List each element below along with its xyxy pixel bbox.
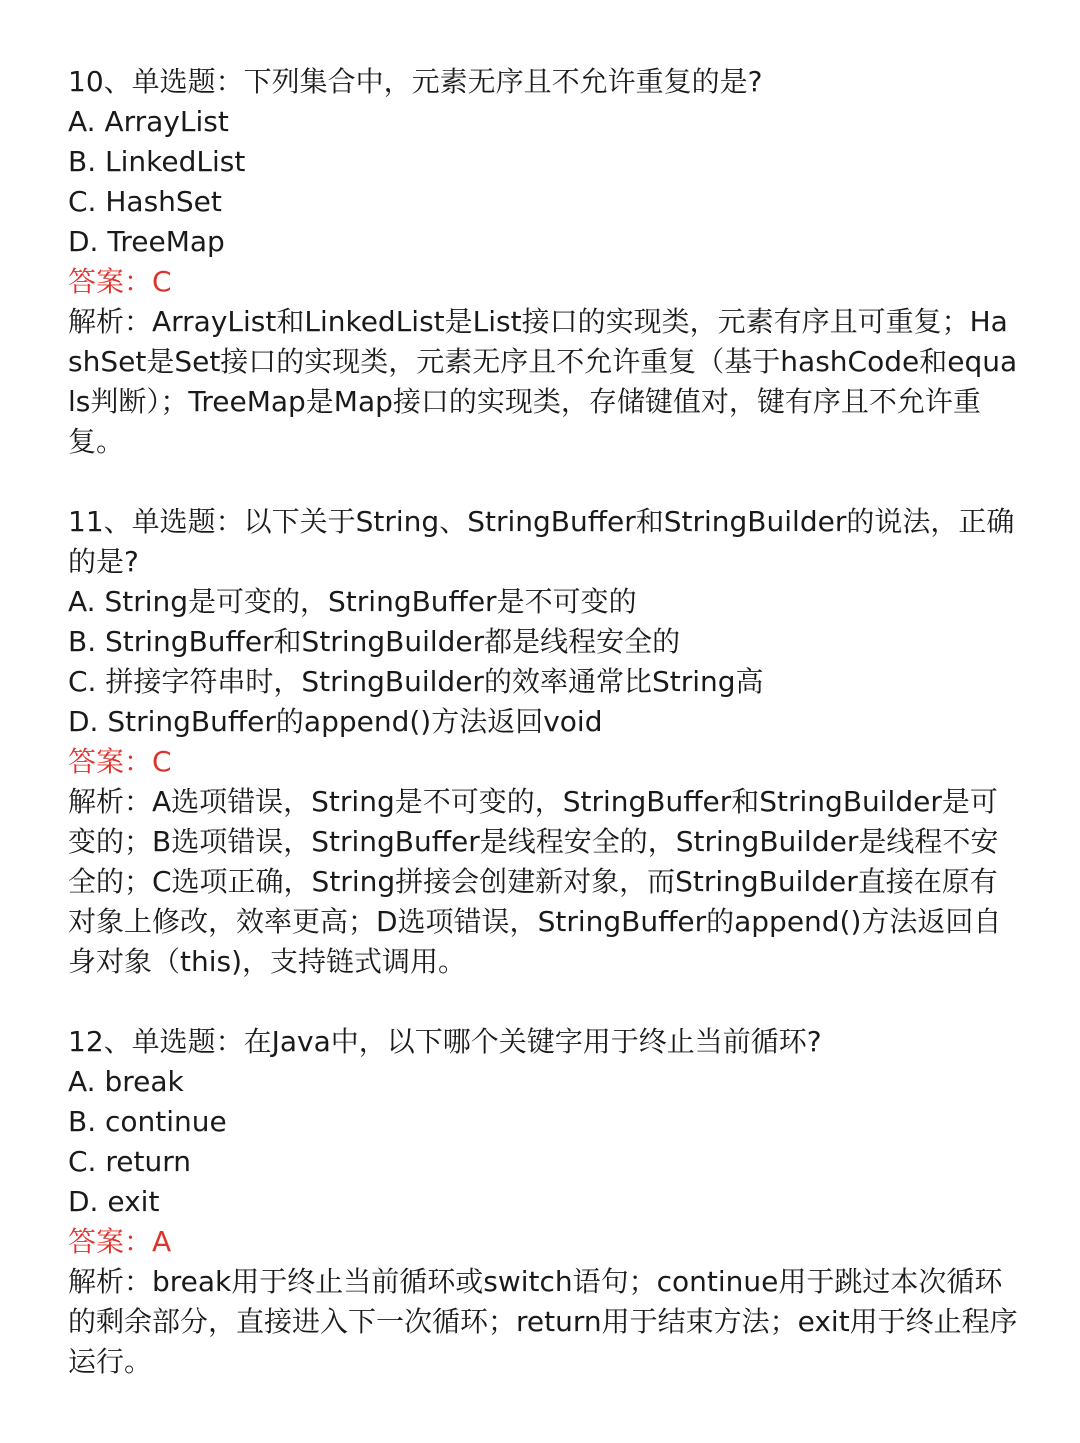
option-b: B. continue <box>68 1105 227 1138</box>
option-a: A. break <box>68 1065 184 1098</box>
question-title: 11、单选题：以下关于String、StringBuffer和StringBuilder的说法，正确的是? <box>68 505 1015 578</box>
option-a: A. String是可变的，StringBuffer是不可变的 <box>68 585 637 618</box>
option-d: D. TreeMap <box>68 225 225 258</box>
question-block <box>68 1022 1018 1382</box>
option-c: C. return <box>68 1145 191 1178</box>
explanation-text: 解析：A选项错误，String是不可变的，StringBuffer和StringBuilder是可变的；B选项错误，StringBuffer是线程安全的，StringBuilder是线程不安全的；C选项正确，String拼接会创建新对象，而StringBuilder直接在原有对象上修改，效率更高；D选项错误，StringBuffer的append()方法返回自身对象（this)，支持链式调用。 <box>68 785 1002 978</box>
option-d: D. exit <box>68 1185 160 1218</box>
question-block <box>68 62 1018 462</box>
question-block <box>68 502 1018 982</box>
question-title: 10、单选题：下列集合中，元素无序且不允许重复的是? <box>68 65 763 98</box>
answer-line: 答案：C <box>68 745 172 778</box>
answer-line: 答案：C <box>68 265 172 298</box>
quiz-page <box>68 62 1018 1382</box>
answer-line: 答案：A <box>68 1225 172 1258</box>
option-c: C. 拼接字符串时，StringBuilder的效率通常比String高 <box>68 665 764 698</box>
option-c: C. HashSet <box>68 185 222 218</box>
explanation-text: 解析：ArrayList和LinkedList是List接口的实现类，元素有序且可重复；HashSet是Set接口的实现类，元素无序且不允许重复（基于hashCode和equals判断）；TreeMap是Map接口的实现类，存储键值对，键有序且不允许重复。 <box>68 305 1018 458</box>
option-a: A. ArrayList <box>68 105 229 138</box>
explanation-text: 解析：break用于终止当前循环或switch语句；continue用于跳过本次循环的剩余部分，直接进入下一次循环；return用于结束方法；exit用于终止程序运行。 <box>68 1265 1018 1378</box>
option-b: B. LinkedList <box>68 145 246 178</box>
option-b: B. StringBuffer和StringBuilder都是线程安全的 <box>68 625 681 658</box>
question-title: 12、单选题：在Java中，以下哪个关键字用于终止当前循环? <box>68 1025 822 1058</box>
option-d: D. StringBuffer的append()方法返回void <box>68 705 603 738</box>
